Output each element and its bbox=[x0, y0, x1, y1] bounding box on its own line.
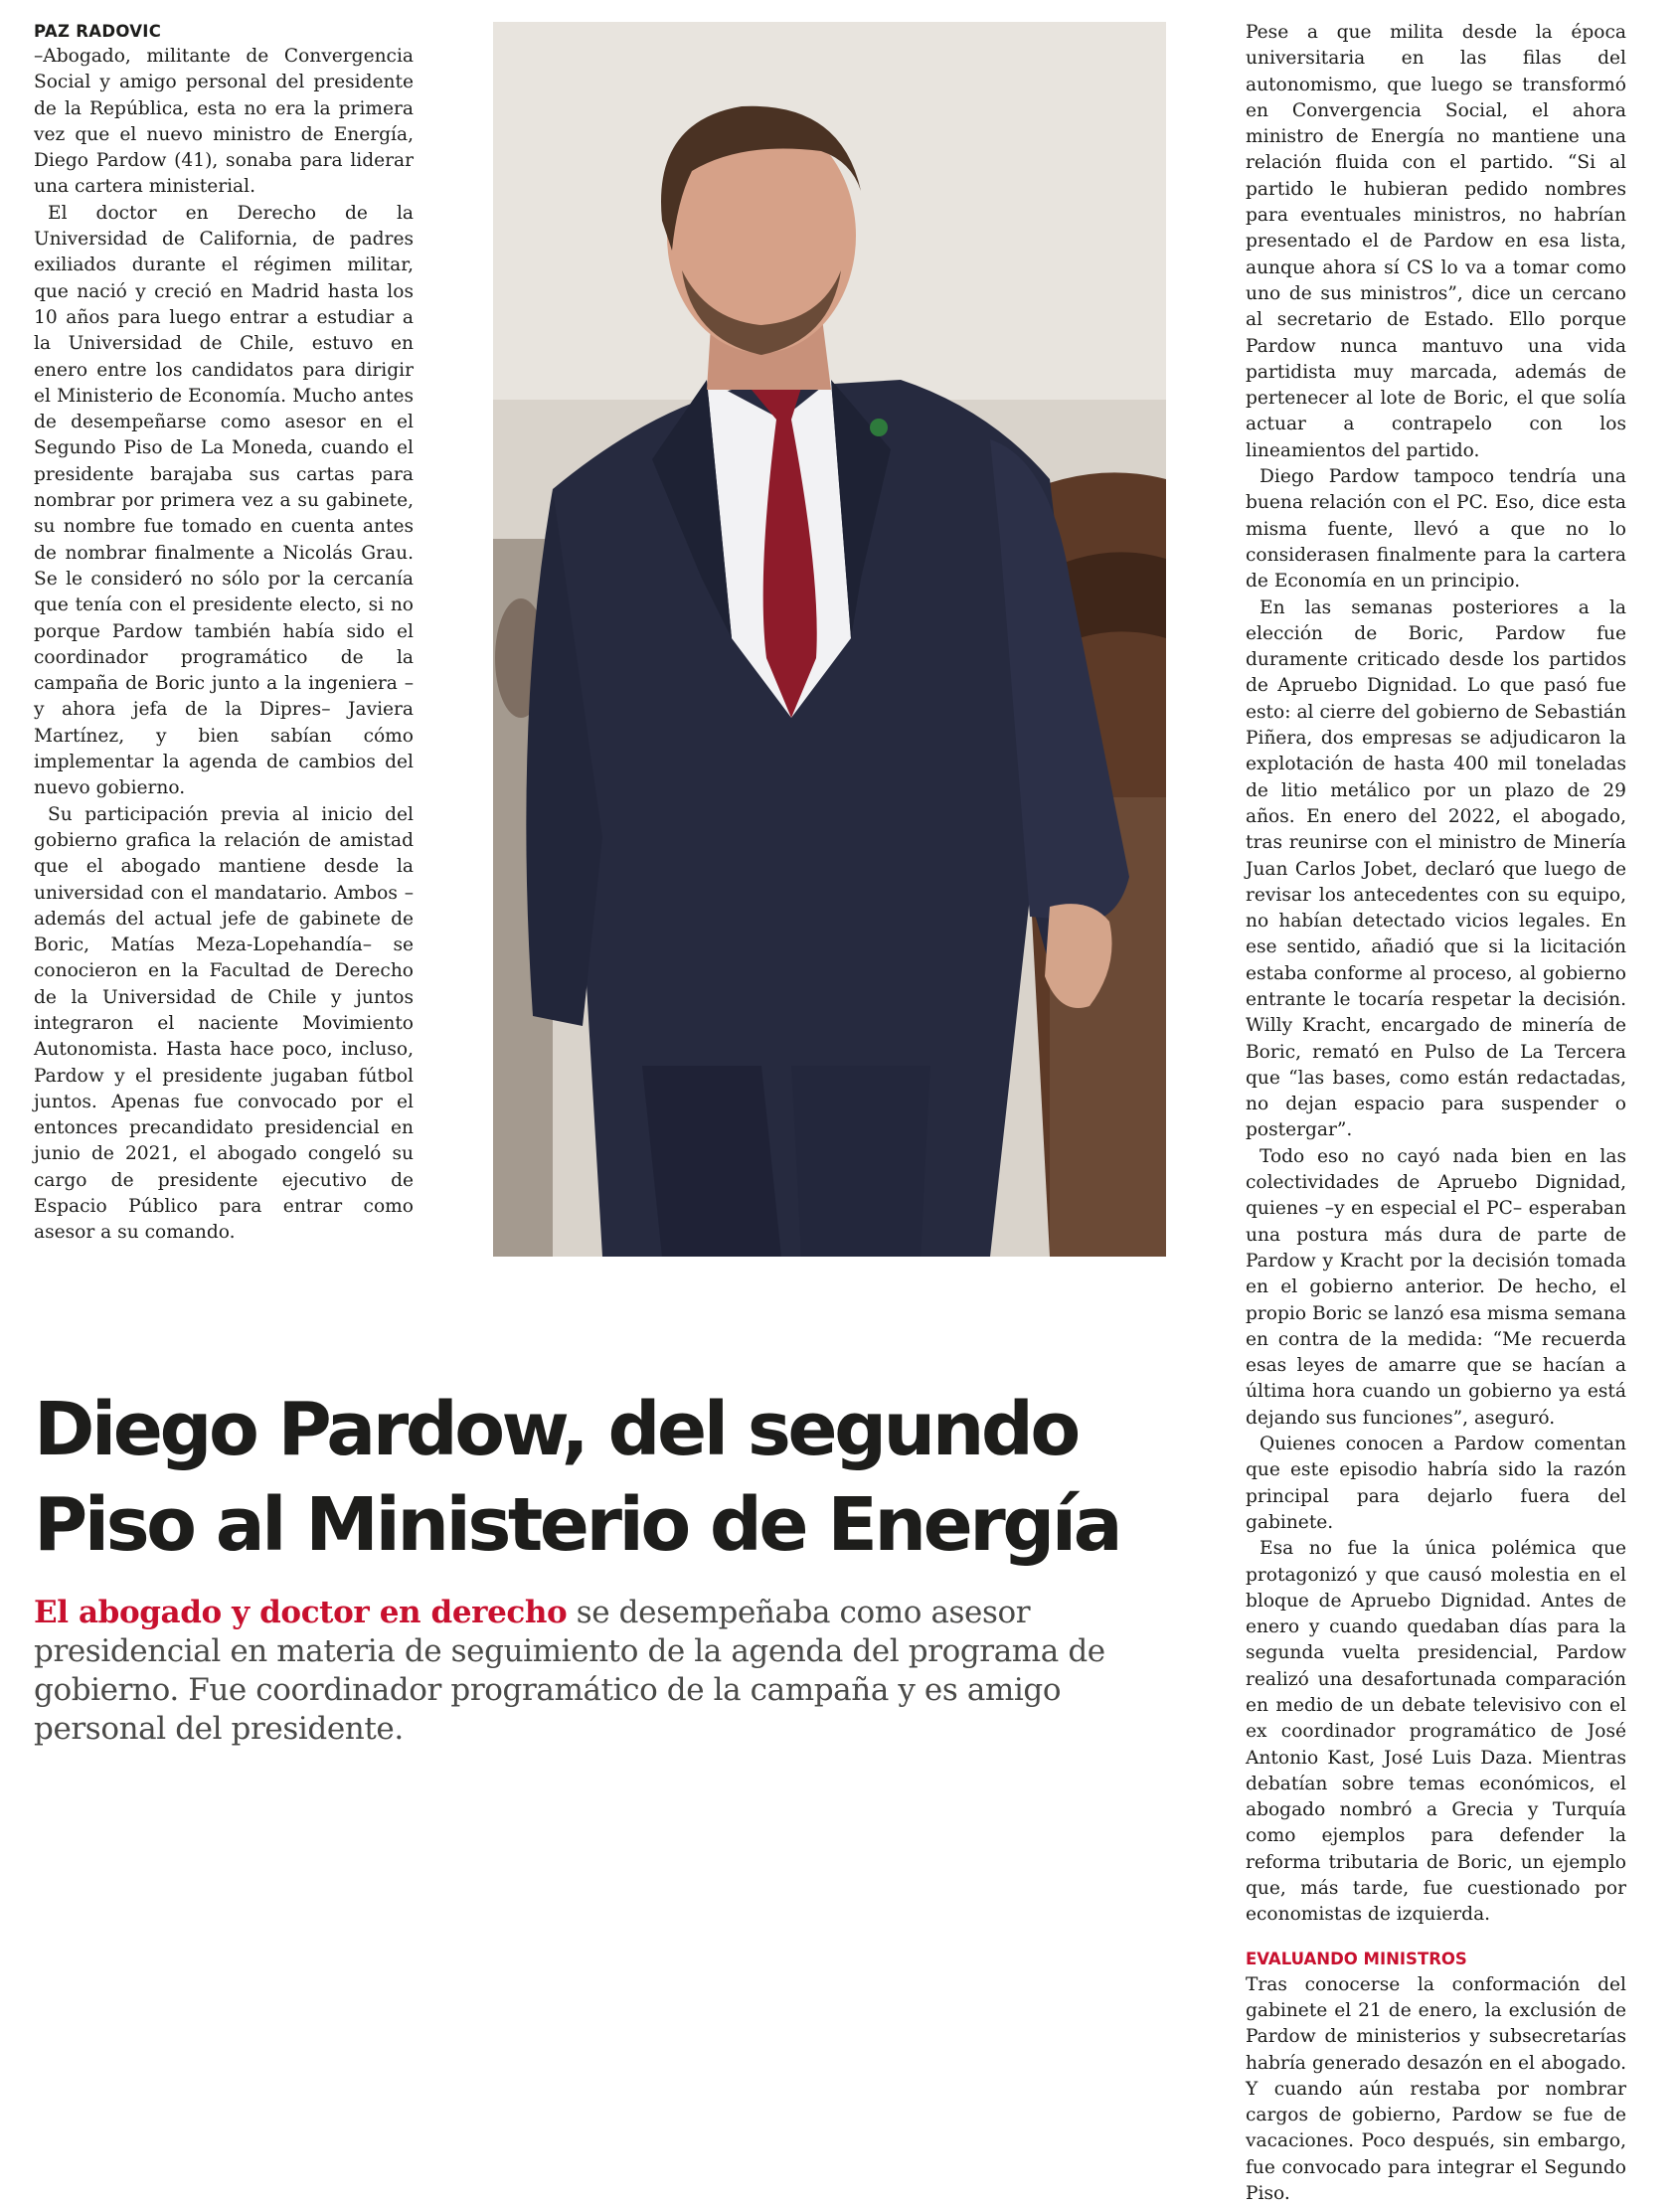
paragraph-4: Pese a que milita desde la época universitaria en las filas del autonomismo, que luego se transformó en Convergencia Social, el ahora ministro de Energía no mantiene una relación fluida con el partido. “Si al partido le hubieran pedido nombres para eventuales ministros, no habrían presentado el de Pardow en esa lista, aunque ahora sí CS lo va a tomar como uno de sus ministros”, dice un cercano al secretario de Estado. Ello porque Pardow nunca mantuvo una vida partidista muy marcada, además de pertenecer al lote de Boric, el que solía actuar a contrapelo con los lineamientos del partido. bbox=[1246, 22, 1626, 461]
subhead-evaluando-ministros: EVALUANDO MINISTROS bbox=[1246, 1949, 1467, 1968]
paragraph-5: Diego Pardow tampoco tendría una buena relación con el PC. Eso, dice esta misma fuente, llevó a que no lo considerasen finalmente para la cartera de Economía en un principio. bbox=[1246, 466, 1626, 593]
paragraph-9: Esa no fue la única polémica que protagonizó y que causó molestia en el bloque de Apruebo Dignidad. Antes de enero y cuando quedaban días para la segunda vuelta presidencial, Pardow realizó una desafortunada comparación en medio de un debate televisivo con el ex coordinador programático de José Antonio Kast, José Luis Daza. Mientras debatían sobre temas económicos, el abogado nombró a Grecia y Turquía como ejemplos para defender la reforma tributaria de Boric, un ejemplo que, más tarde, fue cuestionado por economistas de izquierda. bbox=[1246, 1538, 1626, 1926]
article-column-left bbox=[34, 20, 414, 1247]
paragraph-10: Tras conocerse la conformación del gabinete el 21 de enero, la exclusión de Pardow de ministerios y subsecretarías habría generado desazón en el abogado. Y cuando aún restaba por nombrar cargos de gobierno, Pardow se fue de vacaciones. Poco después, sin embargo, fue convocado para integrar el Segundo Piso. bbox=[1246, 1973, 1626, 2205]
deck bbox=[34, 1594, 1187, 1749]
paragraph-6: En las semanas posteriores a la elección de Boric, Pardow fue duramente criticado desde los partidos de Apruebo Dignidad. Lo que pasó fue esto: al cierre del gobierno de Sebastián Piñera, dos empresas se adjudicaron la explotación de hasta 400 mil toneladas de litio metálico por un plazo de 29 años. En enero del 2022, el abogado, tras reunirse con el ministro de Minería Juan Carlos Jobet, declaró que luego de revisar los antecedentes con su equipo, no habían detectado vicios legales. En ese sentido, añadió que si la licitación estaba conforme al proceso, al gobierno entrante le tocaría respetar la decisión. Willy Kracht, encargado de minería de Boric, remató en Pulso de La Tercera que “las bases, como están redactadas, no dejan espacio para suspender o postergar”. bbox=[1246, 596, 1626, 1141]
paragraph-7: Todo eso no cayó nada bien en las colectividades de Apruebo Dignidad, quienes –y en especial el PC– esperaban una postura más dura de parte de Pardow y Kracht por la decisión tomada en el gobierno anterior. De hecho, el propio Boric se lanzó esa misma semana en contra de la medida: “Me recuerda esas leyes de amarre que se hacían a última hora cuando un gobierno ya está dejando sus funciones”, aseguró. bbox=[1246, 1145, 1626, 1429]
article-column-right bbox=[1246, 20, 1626, 2207]
headline-line-1: Diego Pardow, del segundo bbox=[34, 1387, 1078, 1472]
paragraph-2: El doctor en Derecho de la Universidad de California, de padres exiliados durante el régimen militar, que nació y creció en Madrid hasta los 10 años para luego entrar a estudiar a la Universidad de Chile, estuvo en enero entre los candidatos para dirigir el Ministerio de Economía. Mucho antes de desempeñarse como asesor en el Segundo Piso de La Moneda, cuando el presidente barajaba sus cartas para nombrar por primera vez a su gabinete, su nombre fue tomado en cuenta antes de nombrar finalmente a Nicolás Grau. Se le consideró no sólo por la cercanía que tenía con el presidente electo, si no porque Pardow también había sido el coordinador programático de la campaña de Boric junto a la ingeniera –y ahora jefa de la Dipres– Javiera Martínez, y bien sabían cómo implementar la agenda de cambios del nuevo gobierno. bbox=[34, 202, 414, 799]
headline bbox=[34, 1382, 1177, 1573]
byline: PAZ RADOVIC bbox=[34, 22, 162, 41]
paragraph-1: –Abogado, militante de Convergencia Social y amigo personal del presidente de la República, esta no era la primera vez que el nuevo ministro de Energía, Diego Pardow (41), sonaba para liderar una cartera ministerial. bbox=[34, 46, 414, 198]
headline-line-2: Piso al Ministerio de Energía bbox=[34, 1482, 1120, 1568]
photo-diego-pardow bbox=[493, 22, 1166, 1257]
paragraph-8: Quienes conocen a Pardow comentan que este episodio habría sido la razón principal para dejarlo fuera del gabinete. bbox=[1246, 1434, 1626, 1533]
deck-text: se desempeñaba como asesor presidencial en materia de seguimiento de la agenda del programa de gobierno. Fue coordinador programático de la campaña y es amigo personal del presidente. bbox=[34, 1595, 1105, 1747]
deck-highlight: El abogado y doctor en derecho bbox=[34, 1595, 568, 1630]
paragraph-3: Su participación previa al inicio del gobierno grafica la relación de amistad que el abogado mantiene desde la universidad con el mandatario. Ambos –además del actual jefe de gabinete de Boric, Matías Meza-Lopehandía– se conocieron en la Facultad de Derecho de la Universidad de Chile y juntos integraron el naciente Movimiento Autonomista. Hasta hace poco, incluso, Pardow y el presidente jugaban fútbol juntos. Apenas fue convocado por el entonces precandidato presidencial en junio de 2021, el abogado congeló su cargo de presidente ejecutivo de Espacio Público para entrar como asesor a su comando. bbox=[34, 803, 414, 1244]
